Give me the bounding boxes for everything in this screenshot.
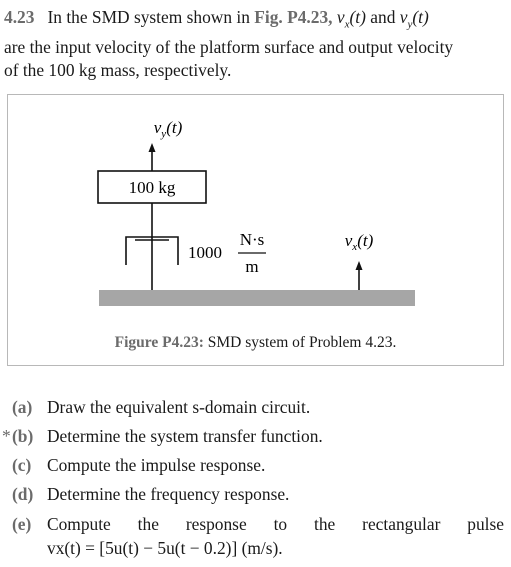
- damper-unit-denominator: m: [245, 257, 259, 276]
- part-text: Draw the equivalent s-domain circuit.: [47, 397, 311, 417]
- platform-surface: [99, 290, 415, 306]
- part-e: [0, 512, 511, 558]
- problem-line-1: [4, 6, 504, 36]
- mass-label: 100 kg: [128, 178, 176, 197]
- problem-statement: [4, 6, 504, 82]
- part-text: Determine the frequency response.: [47, 484, 290, 504]
- vx-symbol: $v_x$: [336, 7, 350, 31]
- output-velocity-label: $v_y(t)$: [153, 118, 183, 140]
- part-text: Compute the response to the rectangular pulse: [47, 514, 504, 534]
- vx-arg: (t): [349, 7, 366, 27]
- figure-caption: [8, 334, 503, 352]
- part-c: [0, 453, 511, 477]
- figure-frame: [7, 94, 504, 366]
- input-velocity-label: $v_x(t)$: [344, 231, 374, 253]
- smd-diagram: [8, 95, 505, 367]
- problem-line-2: are the input velocity of the platform surface and output velocity: [4, 37, 454, 58]
- and-word: and: [370, 7, 396, 27]
- input-velocity-arrowhead: [356, 261, 363, 270]
- part-tag: (a): [12, 397, 33, 417]
- damper-unit-numerator: N·s: [239, 230, 265, 249]
- starred-marker: *: [2, 426, 11, 446]
- problem-line-3: of the 100 kg mass, respectively.: [4, 60, 232, 81]
- caption-text: SMD system of Problem 4.23.: [207, 334, 397, 351]
- part-tag: (e): [12, 514, 32, 534]
- part-b: [0, 424, 511, 448]
- part-tag: (d): [12, 484, 34, 504]
- part-d: [0, 482, 511, 506]
- vy-symbol: $v_y$: [399, 7, 413, 31]
- problem-intro: In the SMD system shown in: [47, 7, 250, 27]
- part-text: Compute the impulse response.: [47, 455, 266, 475]
- part-tag: (c): [12, 455, 32, 475]
- part-a: [0, 395, 511, 419]
- vy-arg: (t): [412, 7, 429, 27]
- caption-label: Figure P4.23:: [114, 334, 204, 351]
- part-text: Determine the system transfer function.: [47, 426, 323, 446]
- output-velocity-arrowhead: [149, 143, 156, 152]
- damper-value: 1000: [188, 243, 222, 262]
- problem-number: 4.23: [4, 7, 35, 27]
- figure-reference: Fig. P4.23,: [254, 7, 333, 27]
- pulse-equation: vx(t) = [5u(t) − 5u(t − 0.2)] (m/s).: [47, 538, 283, 558]
- part-tag: (b): [12, 426, 34, 446]
